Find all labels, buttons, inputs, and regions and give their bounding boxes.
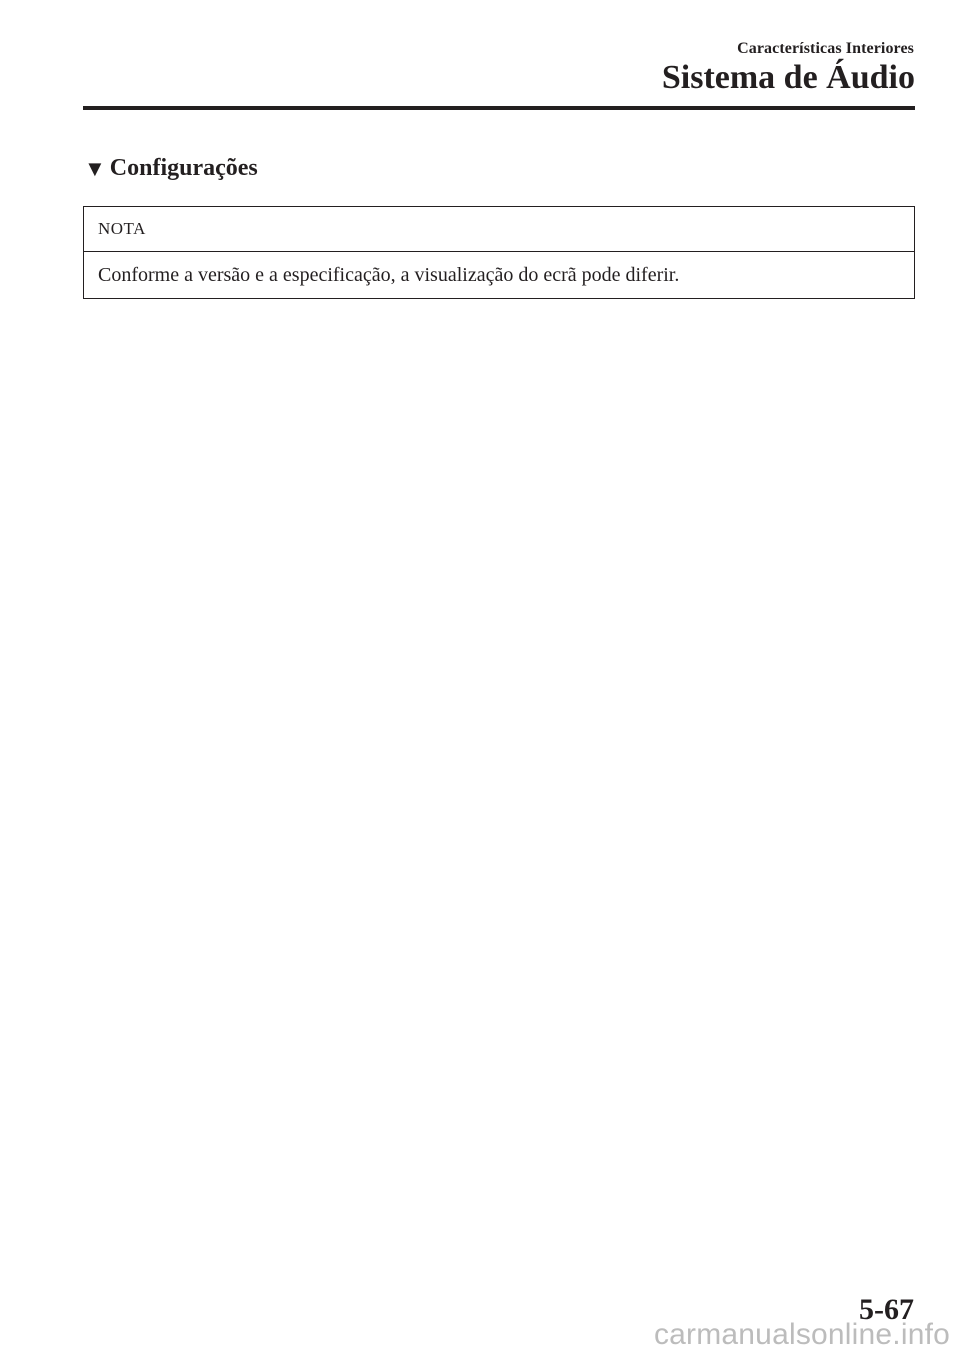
note-text: Conforme a versão e a especificação, a visualização do ecrã pode diferir.	[98, 263, 680, 286]
subsection-heading-label: Configurações	[109, 155, 258, 181]
chapter-title: Características Interiores	[737, 40, 914, 57]
page-number: 5-67	[859, 1293, 914, 1326]
watermark: carmanualsonline.info	[653, 1318, 950, 1351]
section-title: Sistema de Áudio	[661, 59, 915, 96]
note-box	[83, 206, 915, 299]
subsection-heading	[84, 155, 258, 182]
header-divider	[83, 106, 915, 110]
note-label: NOTA	[84, 207, 914, 252]
triangle-down-icon: ▼	[84, 155, 106, 181]
